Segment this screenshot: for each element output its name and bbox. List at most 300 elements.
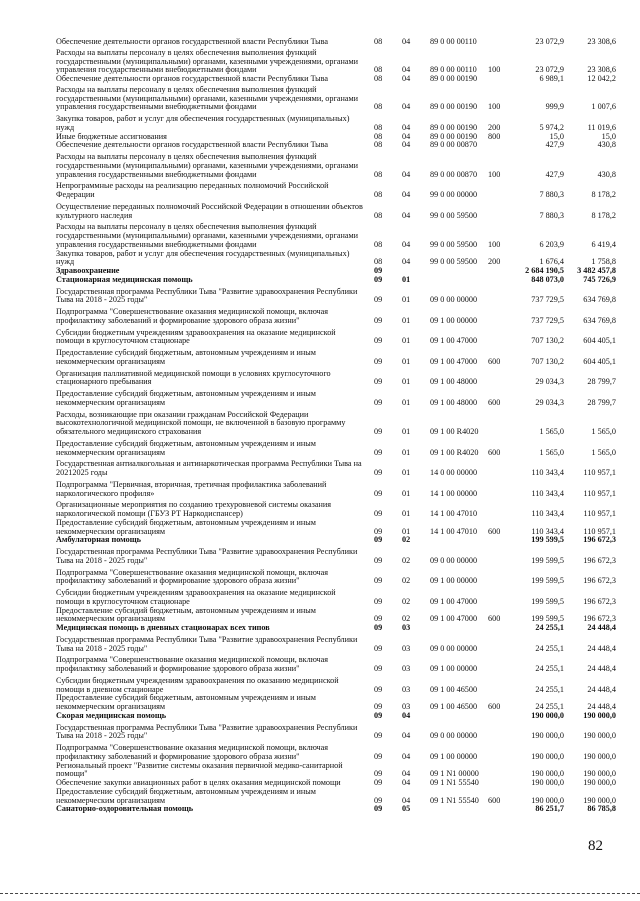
cell-podrazdel: 01 bbox=[402, 509, 411, 518]
cell-amount-year1: 110 343,4 bbox=[531, 488, 564, 498]
table-row bbox=[56, 536, 616, 545]
cell-amount-year1: 427,9 bbox=[545, 140, 564, 150]
cell-amount-year2: 110 957,1 bbox=[583, 526, 616, 536]
row-name: Обеспечение деятельности органов государственной власти Республики Тыва bbox=[56, 37, 329, 46]
cell-podrazdel: 01 bbox=[402, 315, 411, 325]
row-name: Организационные мероприятия по созданию трехуровневой системы оказания наркологической помощи (ГБУЗ РТ Наркодиспансер) bbox=[56, 500, 332, 518]
cell-razdel: 09 bbox=[374, 535, 383, 545]
cell-amount-year2: 196 672,3 bbox=[583, 596, 616, 606]
cell-amount-year2: 1 758,8 bbox=[591, 257, 616, 267]
cell-razdel: 09 bbox=[374, 397, 383, 407]
cell-amount-year2: 15,0 bbox=[601, 131, 616, 141]
cell-amount-year2: 24 448,4 bbox=[587, 623, 616, 632]
cell-amount-year1: 999,9 bbox=[545, 102, 564, 112]
cell-amount-year2: 28 799,7 bbox=[587, 377, 616, 387]
cell-amount-year1: 29 034,3 bbox=[535, 397, 564, 407]
cell-target-article: 09 1 N1 55540 bbox=[430, 778, 479, 787]
cell-amount-year1: 24 255,1 bbox=[535, 643, 564, 653]
cell-razdel: 08 bbox=[374, 210, 383, 220]
cell-target-article: 99 0 00 59500 bbox=[430, 210, 478, 220]
cell-amount-year1: 24 255,1 bbox=[535, 702, 564, 711]
table-row bbox=[56, 276, 616, 285]
cell-expense-type: 600 bbox=[488, 397, 501, 407]
cell-amount-year2: 110 957,1 bbox=[583, 509, 616, 518]
table-row bbox=[56, 141, 616, 150]
row-name: Предоставление субсидий бюджетным, автономным учреждениям и иным некоммерческим организациям bbox=[56, 348, 316, 366]
cell-target-article: 09 1 00 00000 bbox=[430, 751, 478, 761]
cell-amount-year2: 8 178,2 bbox=[591, 210, 616, 220]
cell-amount-year2: 604 405,1 bbox=[583, 356, 616, 366]
cell-razdel: 09 bbox=[374, 804, 383, 814]
cell-razdel: 09 bbox=[374, 684, 383, 694]
cell-podrazdel: 04 bbox=[402, 74, 411, 83]
cell-target-article: 09 0 00 00000 bbox=[430, 555, 478, 565]
cell-amount-year2: 1 565,0 bbox=[591, 427, 616, 436]
row-name: Предоставление субсидий бюджетным, автономным учреждениям и иным некоммерческим организациям bbox=[56, 389, 316, 407]
cell-razdel: 08 bbox=[374, 140, 383, 150]
cell-amount-year1: 110 343,4 bbox=[531, 526, 564, 536]
row-name: Закупка товаров, работ и услуг для обеспечения государственных (муниципальных) нужд bbox=[56, 114, 350, 132]
row-name: Подпрограмма "Совершенствование оказания медицинской помощи, включая профилактику заболеваний и формирование здорового образа жизни" bbox=[56, 743, 329, 761]
cell-target-article: 89 0 00 00190 bbox=[430, 131, 478, 141]
cell-target-article: 99 0 00 59500 bbox=[430, 257, 478, 267]
cell-amount-year2: 190 000,0 bbox=[583, 710, 616, 720]
table-row bbox=[56, 624, 616, 633]
cell-target-article: 09 1 00 47000 bbox=[430, 614, 478, 624]
cell-amount-year2: 3 482 457,8 bbox=[577, 266, 616, 275]
cell-amount-year2: 634 769,8 bbox=[583, 295, 616, 305]
row-name: Иные бюджетные ассигнования bbox=[56, 131, 167, 141]
row-name: Государственная программа Республики Тыва "Развитие здравоохранения Республики Тыва на 2018 - 2025 годы" bbox=[56, 286, 358, 305]
table-row bbox=[56, 153, 616, 179]
cell-target-article: 14 1 00 47010 bbox=[430, 526, 478, 536]
cell-podrazdel: 04 bbox=[402, 751, 411, 761]
table-row bbox=[56, 589, 616, 607]
cell-podrazdel: 04 bbox=[402, 190, 411, 199]
cell-amount-year2: 196 672,3 bbox=[583, 576, 616, 586]
table-row bbox=[56, 762, 616, 780]
row-name: Субсидии бюджетным учреждениям здравоохранения по оказанию медицинской помощи в дневном стационаре bbox=[56, 675, 339, 694]
cell-podrazdel: 04 bbox=[402, 140, 411, 150]
cell-amount-year1: 737 729,5 bbox=[531, 295, 564, 305]
cell-amount-year1: 1 676,4 bbox=[539, 257, 564, 267]
cell-amount-year1: 29 034,3 bbox=[535, 377, 564, 387]
row-name: Медицинская помощь в дневных стационарах всех типов bbox=[56, 623, 270, 632]
table-row bbox=[56, 712, 616, 721]
table-row bbox=[56, 370, 616, 388]
cell-expense-type: 600 bbox=[488, 356, 501, 366]
cell-target-article: 09 1 00 47000 bbox=[430, 596, 478, 606]
cell-razdel: 09 bbox=[374, 274, 383, 284]
row-name: Подпрограмма "Первичная, вторичная, третичная профилактика заболеваний наркологического профиля» bbox=[56, 479, 327, 498]
cell-amount-year2: 28 799,7 bbox=[587, 397, 616, 407]
cell-podrazdel: 01 bbox=[402, 356, 411, 366]
cell-podrazdel: 04 bbox=[402, 169, 411, 179]
cell-expense-type: 100 bbox=[488, 65, 501, 75]
cell-razdel: 09 bbox=[374, 266, 383, 275]
row-name: Здравоохранение bbox=[56, 266, 120, 275]
cell-target-article: 09 1 00 R4020 bbox=[430, 447, 479, 457]
cell-target-article: 89 0 00 00110 bbox=[430, 37, 477, 46]
row-name: Расходы на выплаты персоналу в целях обеспечения выполнения функций государственными (муниципальными) органами, казенными учреждениями, органами управления государственными внебюджетными фондами bbox=[56, 84, 359, 112]
cell-amount-year1: 23 072,9 bbox=[535, 65, 564, 75]
cell-amount-year2: 12 042,2 bbox=[587, 74, 616, 83]
cell-razdel: 08 bbox=[374, 65, 383, 75]
cell-podrazdel: 02 bbox=[402, 535, 411, 545]
cell-amount-year2: 6 419,4 bbox=[591, 239, 616, 249]
cell-amount-year2: 745 726,9 bbox=[583, 274, 616, 284]
cell-expense-type: 100 bbox=[488, 239, 501, 249]
cell-razdel: 09 bbox=[374, 576, 383, 586]
cell-amount-year1: 86 251,7 bbox=[535, 804, 564, 814]
row-name: Расходы на выплаты персоналу в целях обеспечения выполнения функций государственными (муниципальными) органами, казенными учреждениями, органами управления государственными внебюджетными фондами bbox=[56, 152, 359, 179]
row-name: Обеспечение закупки авиационных работ в целях оказания медицинской помощи bbox=[56, 778, 341, 787]
row-name: Предоставление субсидий бюджетным, автономным учреждениям и иным некоммерческим организациям bbox=[56, 438, 316, 457]
cell-razdel: 09 bbox=[374, 377, 383, 387]
table-row bbox=[56, 250, 616, 268]
cell-target-article: 14 1 00 47010 bbox=[430, 509, 478, 518]
cell-razdel: 09 bbox=[374, 614, 383, 624]
table-row bbox=[56, 724, 616, 742]
cell-podrazdel: 04 bbox=[402, 122, 411, 132]
cell-razdel: 09 bbox=[374, 710, 383, 720]
table-row bbox=[56, 203, 616, 221]
cell-razdel: 09 bbox=[374, 336, 383, 346]
cell-razdel: 09 bbox=[374, 751, 383, 761]
cell-amount-year2: 110 957,1 bbox=[583, 468, 616, 477]
row-name: Расходы на выплаты персоналу в целях обеспечения выполнения функций государственными (муниципальными) органами, казенными учреждениями, органами управления государственными внебюджетными фондами bbox=[56, 47, 359, 75]
cell-expense-type: 600 bbox=[488, 526, 501, 536]
row-name: Субсидии бюджетным учреждениям здравоохранения на оказание медицинской помощи в круглосуточном стационаре bbox=[56, 588, 336, 606]
cell-expense-type: 600 bbox=[488, 702, 501, 711]
table-row bbox=[56, 460, 616, 478]
cell-amount-year2: 634 769,8 bbox=[583, 315, 616, 325]
cell-target-article: 09 1 00 46500 bbox=[430, 702, 478, 711]
table-row bbox=[56, 569, 616, 587]
row-name: Предоставление субсидий бюджетным, автономным учреждениям и иным некоммерческим организациям bbox=[56, 786, 316, 805]
cell-target-article: 99 0 00 00000 bbox=[430, 190, 478, 199]
table-row bbox=[56, 519, 616, 537]
row-name: Осуществление переданных полномочий Российской Федерации в отношении объектов культурного наследия bbox=[56, 201, 363, 220]
row-name: Закупка товаров, работ и услуг для обеспечения государственных (муниципальных) нужд bbox=[56, 248, 350, 267]
cell-amount-year2: 190 000,0 bbox=[583, 731, 616, 741]
cell-target-article: 89 0 00 00190 bbox=[430, 74, 478, 83]
cell-amount-year2: 1 565,0 bbox=[591, 447, 616, 457]
cell-amount-year2: 23 308,6 bbox=[587, 65, 616, 75]
cell-expense-type: 100 bbox=[488, 102, 501, 112]
row-name: Скорая медицинская помощь bbox=[56, 710, 167, 720]
table-row bbox=[56, 329, 616, 347]
cell-expense-type: 100 bbox=[488, 169, 501, 179]
table-row bbox=[56, 288, 616, 306]
cell-target-article: 09 1 00 48000 bbox=[430, 397, 478, 407]
cell-target-article: 89 0 00 00190 bbox=[430, 122, 478, 132]
cell-podrazdel: 04 bbox=[402, 102, 411, 112]
cell-podrazdel: 03 bbox=[402, 684, 411, 694]
budget-table bbox=[56, 38, 616, 814]
cell-amount-year2: 190 000,0 bbox=[583, 751, 616, 761]
table-row bbox=[56, 636, 616, 654]
cell-target-article: 09 1 00 47000 bbox=[430, 356, 478, 366]
cell-amount-year1: 1 565,0 bbox=[539, 447, 564, 457]
table-row bbox=[56, 115, 616, 133]
cell-razdel: 08 bbox=[374, 37, 383, 46]
row-name: Государственная программа Республики Тыва "Развитие здравоохранения Республики Тыва на 2018 - 2025 годы" bbox=[56, 634, 358, 653]
row-name: Санаторно-оздоровительная помощь bbox=[56, 804, 194, 814]
cell-target-article: 09 1 00 R4020 bbox=[430, 427, 479, 436]
cell-podrazdel: 03 bbox=[402, 623, 411, 632]
cell-podrazdel: 04 bbox=[402, 257, 411, 267]
cell-podrazdel: 01 bbox=[402, 397, 411, 407]
table-row bbox=[56, 694, 616, 712]
cell-podrazdel: 04 bbox=[402, 778, 411, 787]
cell-razdel: 09 bbox=[374, 664, 383, 673]
cell-razdel: 08 bbox=[374, 102, 383, 112]
cell-target-article: 99 0 00 59500 bbox=[430, 239, 478, 249]
page-number: 82 bbox=[588, 838, 603, 854]
row-name: Стационарная медицинская помощь bbox=[56, 274, 193, 284]
cell-target-article: 09 1 00 48000 bbox=[430, 377, 478, 387]
table-row bbox=[56, 744, 616, 762]
cell-razdel: 09 bbox=[374, 526, 383, 536]
cell-amount-year1: 6 203,9 bbox=[539, 239, 564, 249]
table-row bbox=[56, 182, 616, 200]
cell-target-article: 09 1 N1 55540 bbox=[430, 795, 479, 805]
cell-target-article: 09 1 00 00000 bbox=[430, 664, 478, 673]
row-name: Обеспечение деятельности органов государственной власти Республики Тыва bbox=[56, 74, 329, 83]
cell-target-article: 09 1 00 00000 bbox=[430, 315, 478, 325]
cell-target-article: 09 0 00 00000 bbox=[430, 731, 478, 741]
cell-amount-year2: 196 672,3 bbox=[583, 555, 616, 565]
row-name: Региональный проект "Развитие системы оказания первичной медико-санитарной помощи" bbox=[56, 760, 343, 779]
cell-amount-year1: 707 130,2 bbox=[531, 356, 564, 366]
cell-razdel: 09 bbox=[374, 315, 383, 325]
cell-podrazdel: 04 bbox=[402, 710, 411, 720]
cell-target-article: 09 1 N1 00000 bbox=[430, 769, 479, 779]
cell-podrazdel: 01 bbox=[402, 336, 411, 346]
row-name: Подпрограмма "Совершенствование оказания медицинской помощи, включая профилактику заболеваний и формирование здорового образа жизни" bbox=[56, 567, 329, 586]
cell-amount-year1: 110 343,4 bbox=[531, 509, 564, 518]
cell-amount-year2: 11 019,6 bbox=[587, 122, 616, 132]
cell-amount-year1: 737 729,5 bbox=[531, 315, 564, 325]
cell-podrazdel: 03 bbox=[402, 664, 411, 673]
cell-amount-year2: 190 000,0 bbox=[583, 769, 616, 779]
cell-amount-year2: 24 448,4 bbox=[587, 664, 616, 673]
table-row bbox=[56, 607, 616, 625]
table-row bbox=[56, 75, 616, 84]
cell-razdel: 09 bbox=[374, 623, 383, 632]
cell-amount-year1: 190 000,0 bbox=[531, 795, 564, 805]
cell-amount-year1: 24 255,1 bbox=[535, 684, 564, 694]
cell-podrazdel: 04 bbox=[402, 731, 411, 741]
cell-razdel: 09 bbox=[374, 427, 383, 436]
cell-amount-year1: 199 599,5 bbox=[531, 576, 564, 586]
cell-podrazdel: 02 bbox=[402, 576, 411, 586]
cell-amount-year2: 23 308,6 bbox=[587, 37, 616, 46]
cell-amount-year2: 24 448,4 bbox=[587, 643, 616, 653]
cell-podrazdel: 01 bbox=[402, 427, 411, 436]
table-row bbox=[56, 86, 616, 112]
row-name: Государственная антиалкогольная и антинаркотическая программа Республики Тыва на 20212025 годы bbox=[56, 459, 362, 477]
cell-podrazdel: 01 bbox=[402, 274, 411, 284]
row-name: Расходы на выплаты персоналу в целях обеспечения выполнения функций государственными (муниципальными) органами, казенными учреждениями, органами управления государственными внебюджетными фондами bbox=[56, 222, 359, 249]
cell-amount-year1: 6 989,1 bbox=[539, 74, 564, 83]
cell-amount-year2: 1 007,6 bbox=[591, 102, 616, 112]
cell-podrazdel: 01 bbox=[402, 488, 411, 498]
cell-target-article: 89 0 00 00870 bbox=[430, 140, 478, 150]
cell-expense-type: 600 bbox=[488, 795, 501, 805]
cell-razdel: 09 bbox=[374, 509, 383, 518]
table-row bbox=[56, 788, 616, 806]
cell-podrazdel: 04 bbox=[402, 37, 411, 46]
table-row bbox=[56, 656, 616, 674]
row-name: Предоставление субсидий бюджетным, автономным учреждениям и иным некоммерческим организациям bbox=[56, 517, 316, 536]
cell-razdel: 09 bbox=[374, 795, 383, 805]
cell-razdel: 08 bbox=[374, 122, 383, 132]
row-name: Государственная программа Республики Тыва "Развитие здравоохранения Республики Тыва на 2018 - 2025 годы" bbox=[56, 547, 358, 565]
cell-amount-year2: 430,8 bbox=[597, 169, 616, 179]
cell-razdel: 08 bbox=[374, 74, 383, 83]
row-name: Государственная программа Республики Тыва "Развитие здравоохранения Республики Тыва на 2018 - 2025 годы" bbox=[56, 722, 358, 741]
cell-razdel: 09 bbox=[374, 731, 383, 741]
cell-razdel: 08 bbox=[374, 169, 383, 179]
cell-razdel: 08 bbox=[374, 239, 383, 249]
cell-podrazdel: 01 bbox=[402, 468, 411, 477]
cell-amount-year1: 199 599,5 bbox=[531, 555, 564, 565]
cell-podrazdel: 02 bbox=[402, 614, 411, 624]
cell-target-article: 09 1 00 00000 bbox=[430, 576, 478, 586]
cell-razdel: 09 bbox=[374, 488, 383, 498]
cell-razdel: 09 bbox=[374, 295, 383, 305]
row-name: Подпрограмма "Совершенствование оказания медицинской помощи, включая профилактику заболеваний и формирование здорового образа жизни" bbox=[56, 655, 329, 673]
cell-amount-year1: 2 684 190,5 bbox=[525, 266, 564, 275]
table-row bbox=[56, 548, 616, 566]
cell-amount-year1: 199 599,5 bbox=[531, 614, 564, 624]
cell-podrazdel: 04 bbox=[402, 210, 411, 220]
cell-podrazdel: 04 bbox=[402, 239, 411, 249]
cell-expense-type: 600 bbox=[488, 447, 501, 457]
row-name: Подпрограмма "Совершенствование оказания медицинской помощи, включая профилактику заболеваний и формирование здорового образа жизни" bbox=[56, 307, 329, 325]
cell-amount-year2: 430,8 bbox=[597, 140, 616, 150]
cell-target-article: 09 0 00 00000 bbox=[430, 643, 478, 653]
cell-razdel: 08 bbox=[374, 131, 383, 141]
cell-amount-year1: 24 255,1 bbox=[535, 664, 564, 673]
cell-podrazdel: 01 bbox=[402, 377, 411, 387]
cell-amount-year1: 190 000,0 bbox=[531, 769, 564, 779]
cell-amount-year1: 5 974,2 bbox=[539, 122, 564, 132]
table-row bbox=[56, 38, 616, 47]
cell-amount-year2: 24 448,4 bbox=[587, 702, 616, 711]
cell-podrazdel: 03 bbox=[402, 643, 411, 653]
table-row bbox=[56, 390, 616, 408]
cell-razdel: 08 bbox=[374, 190, 383, 199]
row-name: Предоставление субсидий бюджетным, автономным учреждениям и иным некоммерческим организациям bbox=[56, 605, 316, 624]
row-name: Расходы, возникающие при оказании гражданам Российской Федерации высокотехнологичной медицинской помощи, не включенной в базовую программу обязательного медицинского страхования bbox=[56, 409, 346, 436]
cell-podrazdel: 04 bbox=[402, 131, 411, 141]
cell-amount-year1: 199 599,5 bbox=[531, 535, 564, 545]
cell-podrazdel: 01 bbox=[402, 526, 411, 536]
row-name: Непрограммные расходы на реализацию переданных полномочий Российской Федерации bbox=[56, 181, 329, 199]
cell-razdel: 09 bbox=[374, 643, 383, 653]
cell-razdel: 09 bbox=[374, 468, 383, 477]
cell-podrazdel: 03 bbox=[402, 702, 411, 711]
cell-razdel: 09 bbox=[374, 356, 383, 366]
cell-amount-year2: 190 000,0 bbox=[583, 778, 616, 787]
cell-razdel: 09 bbox=[374, 702, 383, 711]
table-row bbox=[56, 411, 616, 437]
table-row bbox=[56, 440, 616, 458]
cell-podrazdel: 04 bbox=[402, 65, 411, 75]
row-name: Амбулаторная помощь bbox=[56, 535, 141, 545]
bottom-divider bbox=[0, 893, 640, 894]
cell-expense-type: 600 bbox=[488, 614, 501, 624]
table-row bbox=[56, 223, 616, 249]
cell-razdel: 08 bbox=[374, 257, 383, 267]
cell-target-article: 09 1 00 46500 bbox=[430, 684, 478, 694]
cell-amount-year1: 190 000,0 bbox=[531, 731, 564, 741]
cell-target-article: 89 0 00 00870 bbox=[430, 169, 478, 179]
table-row bbox=[56, 349, 616, 367]
cell-podrazdel: 01 bbox=[402, 447, 411, 457]
cell-amount-year2: 196 672,3 bbox=[583, 535, 616, 545]
row-name: Субсидии бюджетным учреждениям здравоохранения на оказание медицинской помощи в круглосуточном стационаре bbox=[56, 327, 336, 346]
row-name: Обеспечение деятельности органов государственной власти Республики Тыва bbox=[56, 140, 329, 150]
cell-target-article: 89 0 00 00110 bbox=[430, 65, 477, 75]
table-row bbox=[56, 677, 616, 695]
cell-amount-year1: 427,9 bbox=[545, 169, 564, 179]
table-row bbox=[56, 49, 616, 75]
cell-amount-year1: 199 599,5 bbox=[531, 596, 564, 606]
cell-amount-year2: 110 957,1 bbox=[583, 488, 616, 498]
cell-amount-year2: 196 672,3 bbox=[583, 614, 616, 624]
cell-amount-year1: 190 000,0 bbox=[531, 778, 564, 787]
cell-podrazdel: 04 bbox=[402, 769, 411, 779]
cell-podrazdel: 01 bbox=[402, 295, 411, 305]
cell-razdel: 09 bbox=[374, 778, 383, 787]
cell-amount-year2: 604 405,1 bbox=[583, 336, 616, 346]
cell-amount-year1: 707 130,2 bbox=[531, 336, 564, 346]
cell-razdel: 09 bbox=[374, 769, 383, 779]
cell-podrazdel: 05 bbox=[402, 804, 411, 814]
row-name: Предоставление субсидий бюджетным, автономным учреждениям и иным некоммерческим организациям bbox=[56, 693, 316, 711]
table-row bbox=[56, 308, 616, 326]
cell-amount-year1: 23 072,9 bbox=[535, 37, 564, 46]
table-row bbox=[56, 501, 616, 519]
table-row bbox=[56, 805, 616, 814]
row-name: Организация паллиативной медицинской помощи в условиях круглосуточного стационарного пребывания bbox=[56, 368, 331, 387]
cell-amount-year1: 24 255,1 bbox=[535, 623, 564, 632]
cell-amount-year1: 7 880,3 bbox=[539, 190, 564, 199]
cell-amount-year1: 15,0 bbox=[549, 131, 564, 141]
cell-amount-year1: 7 880,3 bbox=[539, 210, 564, 220]
cell-target-article: 09 1 00 47000 bbox=[430, 336, 478, 346]
cell-target-article: 14 0 00 00000 bbox=[430, 468, 478, 477]
cell-amount-year1: 848 073,0 bbox=[531, 274, 564, 284]
cell-amount-year1: 1 565,0 bbox=[539, 427, 564, 436]
cell-amount-year2: 8 178,2 bbox=[591, 190, 616, 199]
cell-amount-year2: 190 000,0 bbox=[583, 795, 616, 805]
table-row bbox=[56, 481, 616, 499]
cell-target-article: 89 0 00 00190 bbox=[430, 102, 478, 112]
cell-amount-year1: 190 000,0 bbox=[531, 710, 564, 720]
cell-amount-year2: 86 785,8 bbox=[587, 804, 616, 814]
cell-amount-year2: 24 448,4 bbox=[587, 684, 616, 694]
cell-expense-type: 200 bbox=[488, 257, 501, 267]
cell-razdel: 09 bbox=[374, 596, 383, 606]
cell-target-article: 09 0 00 00000 bbox=[430, 295, 478, 305]
cell-razdel: 09 bbox=[374, 447, 383, 457]
cell-razdel: 09 bbox=[374, 555, 383, 565]
